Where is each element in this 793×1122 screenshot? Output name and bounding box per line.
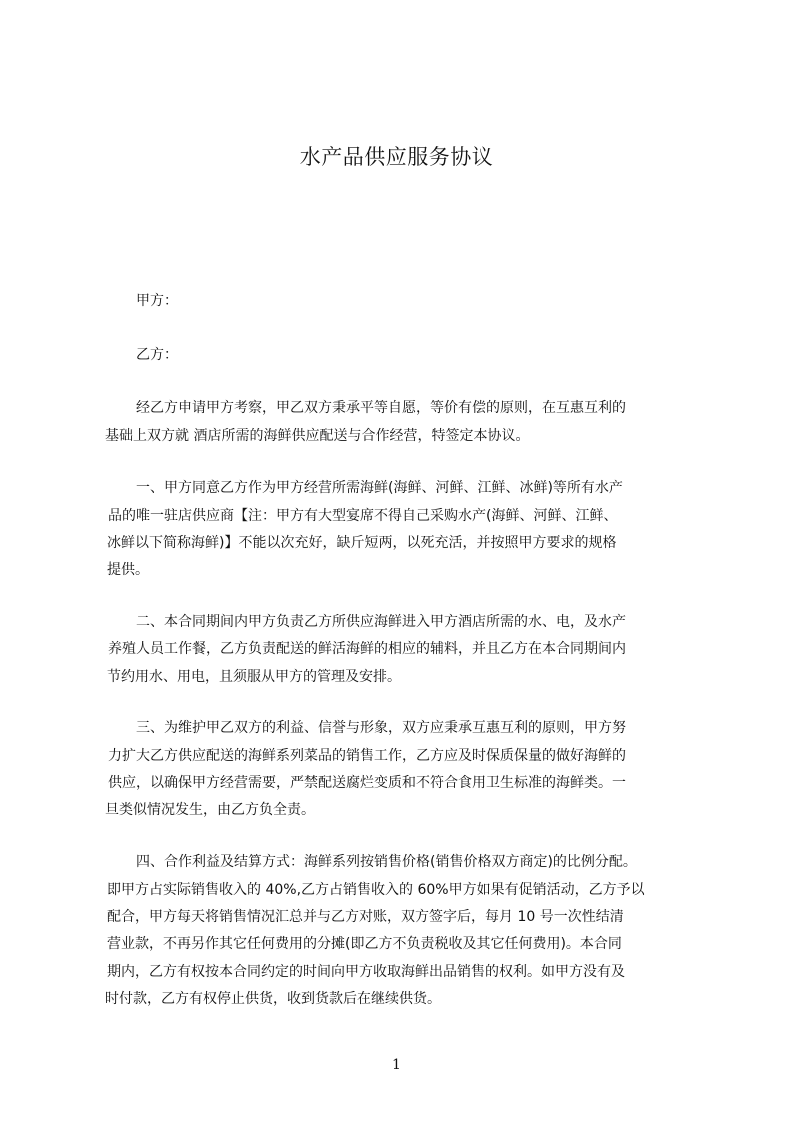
paragraph-line: 一、甲方同意乙方作为甲方经营所需海鲜(海鲜、河鲜、江鲜、冰鲜)等所有水产 — [136, 480, 623, 496]
paragraph-line: 期内，乙方有权按本合同约定的时间向甲方收取海鲜出品销售的权利。如甲方没有及 — [107, 964, 625, 980]
paragraph-line: 配合，甲方每天将销售情况汇总并与乙方对账，双方签字后，每月 10 号一次性结清 — [107, 909, 624, 925]
paragraph-line: 经乙方申请甲方考察，甲乙双方秉承平等自愿，等价有偿的原则，在互惠互利的 — [136, 400, 626, 416]
paragraph-line: 旦类似情况发生，由乙方负全责。 — [105, 802, 315, 818]
paragraph-line: 即甲方占实际销售收入的 40%,乙方占销售收入的 60%甲方如果有促销活动，乙方予以 — [107, 882, 645, 898]
paragraph-line: 基础上双方就 酒店所需的海鲜供应配送与合作经营，特签定本协议。 — [105, 428, 530, 444]
paragraph-line: 供应，以确保甲方经营需要，严禁配送腐烂变质和不符合食用卫生标准的海鲜类。一 — [108, 775, 626, 791]
party-b-label: 乙方： — [136, 347, 178, 363]
party-a-label: 甲方： — [136, 293, 178, 309]
page-number: 1 — [392, 1057, 401, 1073]
paragraph-line: 力扩大乙方供应配送的海鲜系列菜品的销售工作，乙方应及时保质保量的做好海鲜的 — [108, 748, 626, 764]
paragraph-line: 三、为维护甲乙双方的利益、信誉与形象，双方应秉承互惠互利的原则，甲方努 — [136, 720, 626, 736]
paragraph-line: 四、合作利益及结算方式：海鲜系列按销售价格(销售价格双方商定)的比例分配。 — [136, 854, 637, 870]
paragraph-line: 品的唯一驻店供应商【注：甲方有大型宴席不得自己采购水产(海鲜、河鲜、江鲜、 — [108, 508, 618, 524]
paragraph-line: 养殖人员工作餐，乙方负责配送的鲜活海鲜的相应的辅料，并且乙方在本合同期间内 — [108, 641, 626, 657]
paragraph-line: 营业款，不再另作其它任何费用的分摊(即乙方不负责税收及其它任何费用)。本合同 — [107, 936, 622, 952]
paragraph-line: 时付款，乙方有权停止供货，收到货款后在继续供货。 — [105, 991, 441, 1007]
paragraph-line: 提供。 — [107, 562, 149, 578]
paragraph-line: 节约用水、用电，且须服从甲方的管理及安排。 — [107, 669, 401, 685]
paragraph-line: 二、本合同期间内甲方负责乙方所供应海鲜进入甲方酒店所需的水、电，及水产 — [136, 614, 626, 630]
document-title: 水产品供应服务协议 — [299, 145, 494, 169]
paragraph-line: 冰鲜以下简称海鲜)】不能以次充好，缺斤短两，以死充活，并按照甲方要求的规格 — [107, 535, 617, 551]
